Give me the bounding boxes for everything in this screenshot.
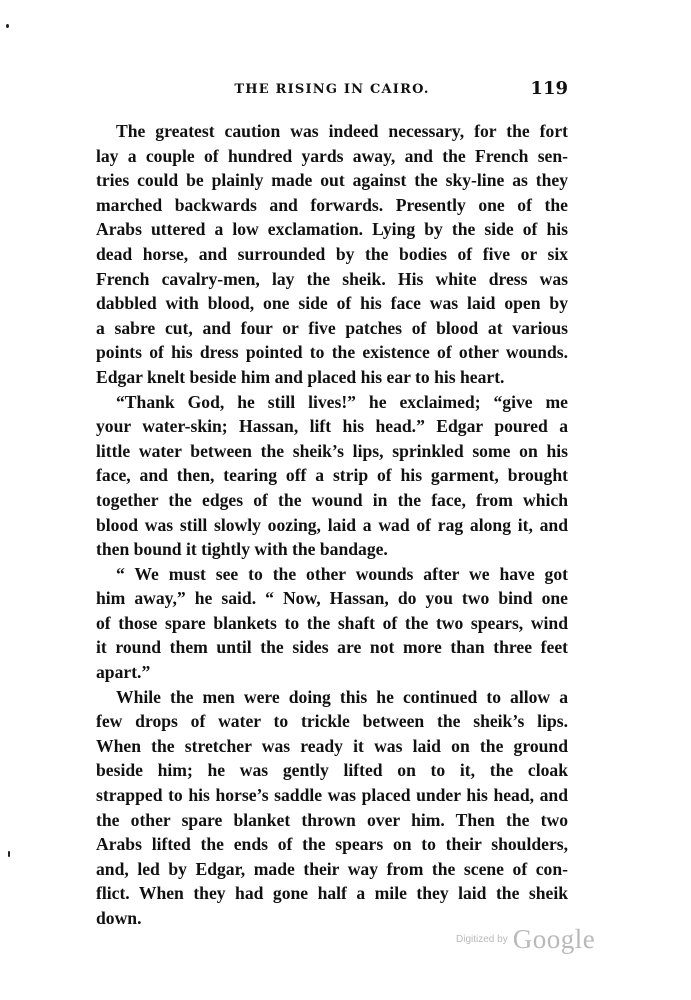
text-line: it round them until the sides are not more than three feet — [96, 637, 568, 658]
text-line: strapped to his horse’s saddle was placed under his head, and — [96, 785, 568, 806]
text-line: marched backwards and forwards. Presently one of the — [96, 194, 568, 215]
text-line: dabbled with blood, one side of his face was laid open by — [96, 293, 568, 314]
text-line: dead horse, and surrounded by the bodies of five or six — [96, 243, 568, 264]
scan-speck — [8, 851, 10, 857]
text-line: the other spare blanket thrown over him. Then the two — [96, 809, 568, 830]
text-line: few drops of water to trickle between the sheik’s lips. — [96, 711, 568, 732]
page-number: 119 — [530, 78, 568, 99]
text-line: flict. When they had gone half a mile they laid the sheik — [96, 883, 568, 904]
paragraph — [96, 562, 568, 685]
running-title: THE RISING IN CAIRO. — [234, 82, 430, 97]
text-line: little water between the sheik’s lips, sprinkled some on his — [96, 440, 568, 461]
running-head — [96, 78, 568, 102]
digitized-watermark — [456, 924, 595, 956]
text-line: blood was still slowly oozing, laid a wad of rag along it, and — [96, 514, 568, 535]
text-line: down. — [96, 908, 142, 928]
text-line: tries could be plainly made out against the sky-line as they — [96, 170, 568, 191]
paragraph — [96, 685, 568, 931]
text-line: While the men were doing this he continued to allow a — [116, 686, 568, 707]
text-line: him away,” he said. “ Now, Hassan, do you two bind one — [96, 588, 568, 609]
text-line: When the stretcher was ready it was laid on the ground — [96, 735, 568, 756]
text-line: The greatest caution was indeed necessary, for the fort — [116, 121, 568, 141]
paragraph — [96, 390, 568, 562]
scan-speck — [6, 24, 9, 28]
text-line: Arabs uttered a low exclamation. Lying by the side of his — [96, 219, 568, 240]
paragraph — [96, 119, 568, 390]
text-line: together the edges of the wound in the face, from which — [96, 489, 568, 510]
text-line: and, led by Edgar, made their way from the scene of con- — [96, 858, 568, 879]
text-line: of those spare blankets to the shaft of the two spears, wind — [96, 612, 568, 633]
text-line: a sabre cut, and four or five patches of blood at various — [96, 317, 568, 338]
text-line: “ We must see to the other wounds after we have got — [116, 563, 568, 584]
text-line: then bound it tightly with the bandage. — [96, 539, 388, 560]
text-line: apart.” — [96, 662, 151, 683]
body-text — [96, 119, 568, 931]
watermark-prefix: Digitized by — [456, 934, 508, 945]
text-line: lay a couple of hundred yards away, and the French sen- — [96, 145, 568, 166]
text-line: Arabs lifted the ends of the spears on to their shoulders, — [96, 834, 568, 855]
text-line: “Thank God, he still lives!” he exclaimed; “give me — [116, 391, 568, 412]
text-line: beside him; he was gently lifted on to it, the cloak — [96, 760, 568, 781]
text-line: face, and then, tearing off a strip of his garment, brought — [96, 465, 568, 486]
text-line: your water-skin; Hassan, lift his head.” Edgar poured a — [96, 416, 568, 437]
watermark-logo: Google — [512, 924, 596, 954]
text-line: Edgar knelt beside him and placed his ear to his heart. — [96, 366, 505, 387]
text-line: French cavalry-men, lay the sheik. His white dress was — [96, 268, 568, 289]
text-line: points of his dress pointed to the existence of other wounds. — [96, 342, 568, 363]
